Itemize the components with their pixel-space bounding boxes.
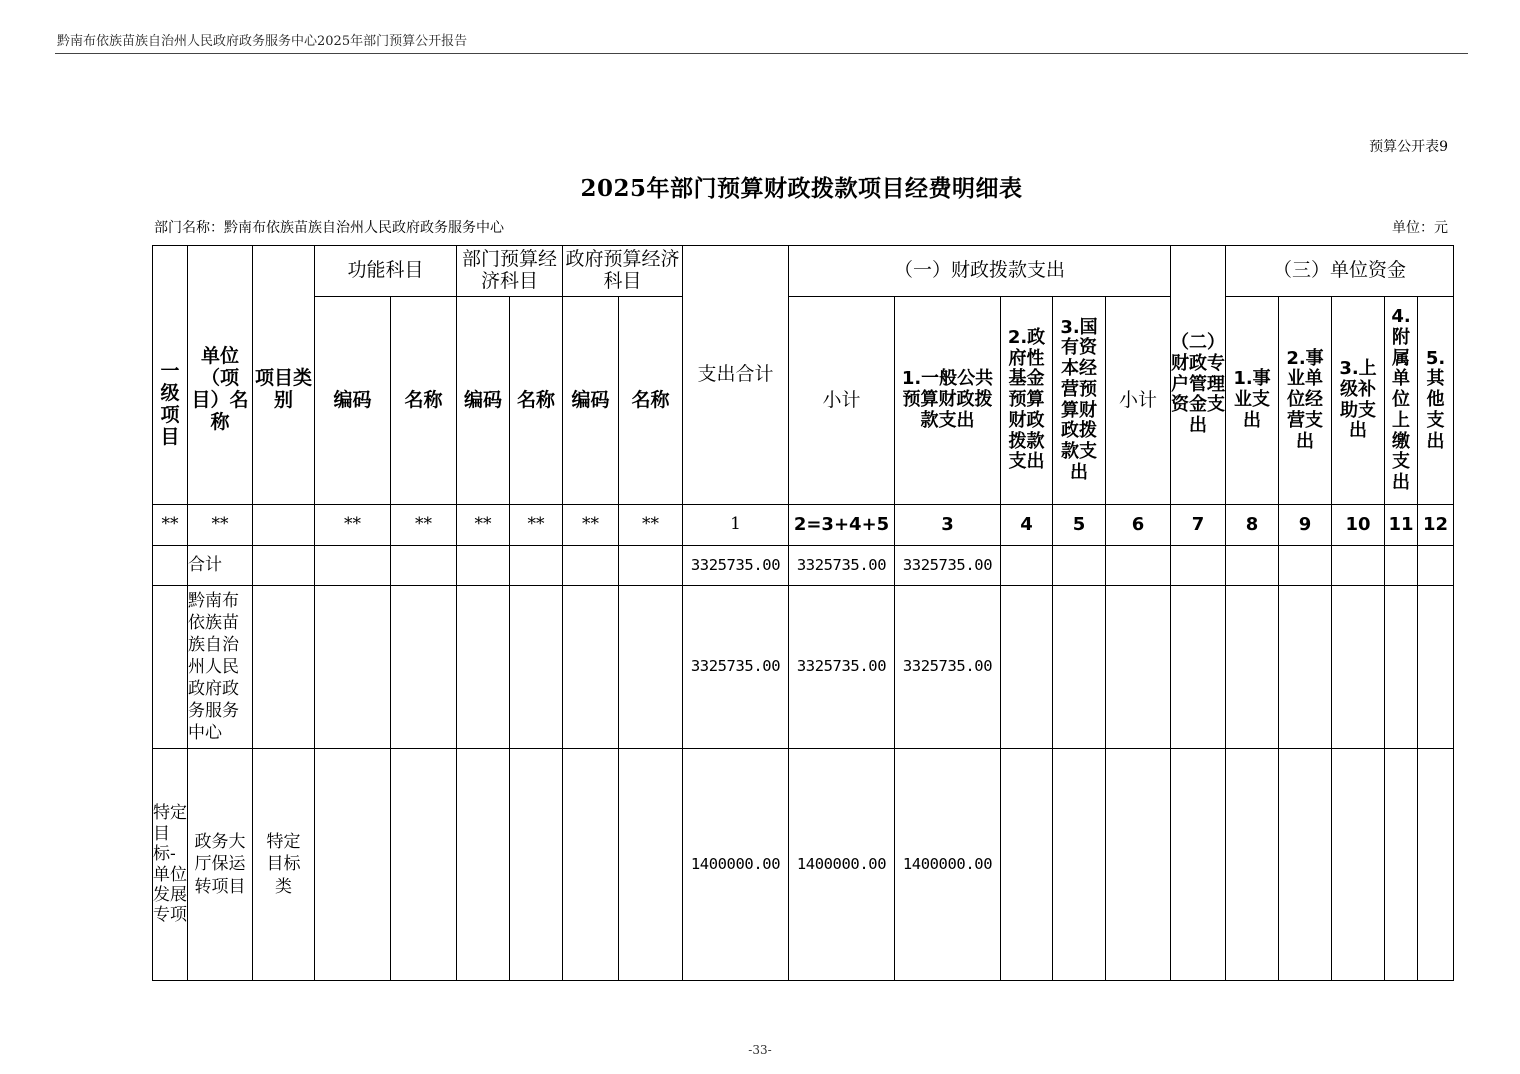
empty-cell: [1001, 749, 1053, 981]
page-title: 2025年部门预算财政拨款项目经费明细表: [580, 175, 1023, 202]
empty-cell: [1106, 586, 1171, 749]
empty-cell: [1226, 546, 1279, 586]
empty-cell: [1332, 546, 1385, 586]
table-row-department[interactable]: [153, 586, 1454, 749]
row-general-public: 1400000.00: [895, 749, 1001, 981]
index-cell: **: [188, 505, 253, 546]
empty-cell: [457, 749, 510, 981]
empty-cell: [1171, 749, 1226, 981]
empty-cell: [1385, 586, 1418, 749]
department-name: 部门名称：黔南布依族苗族自治州人民政府政务服务中心: [154, 220, 504, 236]
header-other: 5.其他支出: [1418, 297, 1454, 505]
index-row: [153, 505, 1454, 546]
empty-cell: [510, 749, 563, 981]
header-dept-econ-name: 名称: [510, 297, 563, 505]
empty-cell: [619, 546, 683, 586]
empty-cell: [619, 586, 683, 749]
index-cell: **: [457, 505, 510, 546]
empty-cell: [1106, 546, 1171, 586]
header-business: 1.事业支出: [1226, 297, 1279, 505]
empty-cell: [391, 586, 457, 749]
index-cell: 1: [683, 505, 789, 546]
index-cell: 9: [1279, 505, 1332, 546]
row-subtotal: 1400000.00: [789, 749, 895, 981]
empty-cell: [1418, 586, 1454, 749]
table-row-project[interactable]: [153, 749, 1454, 981]
index-cell: **: [510, 505, 563, 546]
empty-cell: [1332, 586, 1385, 749]
empty-cell: [1106, 749, 1171, 981]
index-cell: 7: [1171, 505, 1226, 546]
row-general-public: 3325735.00: [895, 546, 1001, 586]
empty-cell: [315, 546, 391, 586]
row-subtotal: 3325735.00: [789, 546, 895, 586]
empty-cell: [1418, 749, 1454, 981]
header-row-1: [153, 246, 1454, 297]
header-unit-subtotal: 小计: [1106, 297, 1171, 505]
index-cell: **: [619, 505, 683, 546]
header-dept-econ: 部门预算经济科目: [457, 246, 563, 297]
index-cell: [253, 505, 315, 546]
row-category: [253, 586, 315, 749]
empty-cell: [1001, 586, 1053, 749]
header-level1: 一级项目: [153, 246, 188, 505]
index-cell: **: [315, 505, 391, 546]
empty-cell: [563, 749, 619, 981]
index-cell: 4: [1001, 505, 1053, 546]
index-cell: **: [391, 505, 457, 546]
row-total: 1400000.00: [683, 749, 789, 981]
row-level1: [153, 546, 188, 586]
header-gov-econ-name: 名称: [619, 297, 683, 505]
table-number: 预算公开表9: [1369, 139, 1448, 155]
header-func-subject: 功能科目: [315, 246, 457, 297]
empty-cell: [1279, 546, 1332, 586]
row-unit-name: 黔南布依族苗族自治州人民政府政务服务中心: [188, 586, 253, 749]
empty-cell: [1001, 546, 1053, 586]
index-cell: 8: [1226, 505, 1279, 546]
empty-cell: [1053, 749, 1106, 981]
empty-cell: [1053, 546, 1106, 586]
header-func-code: 编码: [315, 297, 391, 505]
header-operating: 2.事业单位经营支出: [1279, 297, 1332, 505]
row-unit-name: 合计: [188, 546, 253, 586]
empty-cell: [1418, 546, 1454, 586]
row-general-public: 3325735.00: [895, 586, 1001, 749]
header-special-account: （二）财政专户管理资金支出: [1171, 246, 1226, 505]
header-dept-econ-code: 编码: [457, 297, 510, 505]
currency-unit: 单位：元: [1392, 220, 1448, 236]
empty-cell: [1279, 586, 1332, 749]
header-state-capital: 3.国有资本经营预算财政拨款支出: [1053, 297, 1106, 505]
header-gov-econ-code: 编码: [563, 297, 619, 505]
empty-cell: [510, 546, 563, 586]
header-superior-subsidy: 3.上级补助支出: [1332, 297, 1385, 505]
row-level1: 特定目标-单位发展专项: [153, 749, 188, 981]
empty-cell: [391, 749, 457, 981]
index-cell: 10: [1332, 505, 1385, 546]
index-cell: **: [153, 505, 188, 546]
index-cell: 5: [1053, 505, 1106, 546]
index-cell: 12: [1418, 505, 1454, 546]
row-level1: [153, 586, 188, 749]
header-gov-fund: 2.政府性基金预算财政拨款支出: [1001, 297, 1053, 505]
header-unit-funds: （三）单位资金: [1226, 246, 1454, 297]
empty-cell: [1332, 749, 1385, 981]
empty-cell: [315, 586, 391, 749]
header-unit-name: 单位（项目）名称: [188, 246, 253, 505]
header-affiliate: 4.附属单位上缴支出: [1385, 297, 1418, 505]
row-subtotal: 3325735.00: [789, 586, 895, 749]
index-cell: 3: [895, 505, 1001, 546]
empty-cell: [457, 546, 510, 586]
header-divider: [55, 53, 1468, 54]
index-cell: 11: [1385, 505, 1418, 546]
empty-cell: [563, 546, 619, 586]
row-category: 特定目标类: [253, 749, 315, 981]
header-general-public: 1.一般公共预算财政拨款支出: [895, 297, 1001, 505]
index-cell: 6: [1106, 505, 1171, 546]
running-header: 黔南布依族苗族自治州人民政府政务服务中心2025年部门预算公开报告: [57, 34, 468, 49]
index-cell: 2=3+4+5: [789, 505, 895, 546]
empty-cell: [619, 749, 683, 981]
empty-cell: [563, 586, 619, 749]
table-row-total[interactable]: [153, 546, 1454, 586]
empty-cell: [1226, 749, 1279, 981]
header-fiscal-subtotal: 小计: [789, 297, 895, 505]
header-category: 项目类别: [253, 246, 315, 505]
empty-cell: [510, 586, 563, 749]
header-func-name: 名称: [391, 297, 457, 505]
empty-cell: [1053, 586, 1106, 749]
index-cell: **: [563, 505, 619, 546]
empty-cell: [457, 586, 510, 749]
empty-cell: [1171, 546, 1226, 586]
header-fiscal-appropriation: （一）财政拨款支出: [789, 246, 1171, 297]
header-row-2: [153, 297, 1454, 505]
row-total: 3325735.00: [683, 586, 789, 749]
empty-cell: [1171, 586, 1226, 749]
budget-table: [152, 245, 1454, 981]
row-total: 3325735.00: [683, 546, 789, 586]
empty-cell: [315, 749, 391, 981]
empty-cell: [1385, 546, 1418, 586]
row-category: [253, 546, 315, 586]
header-gov-econ: 政府预算经济科目: [563, 246, 683, 297]
empty-cell: [391, 546, 457, 586]
empty-cell: [1226, 586, 1279, 749]
empty-cell: [1279, 749, 1332, 981]
row-unit-name: 政务大厅保运转项目: [188, 749, 253, 981]
header-total: 支出合计: [683, 246, 789, 505]
page-number: -33-: [748, 1043, 772, 1057]
empty-cell: [1385, 749, 1418, 981]
